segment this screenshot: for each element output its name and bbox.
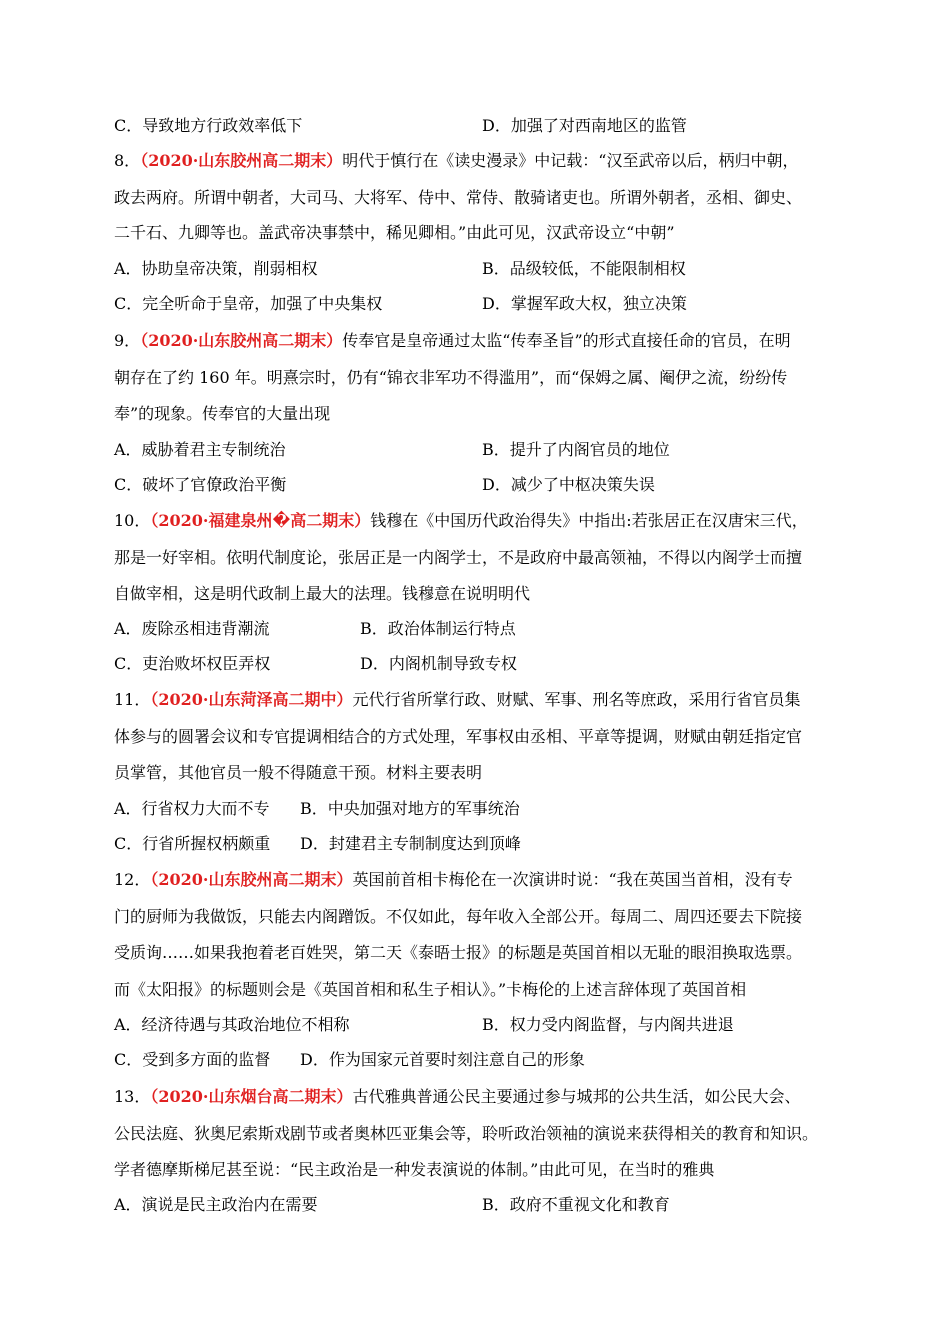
q8-option-a: A．协助皇帝决策，削弱相权 xyxy=(114,259,318,278)
q11-text-line1: 元代行省所掌行政、财赋、军事、刑名等庶政，采用行省官员集 xyxy=(352,690,801,709)
q12-option-a: A．经济待遇与其政治地位不相称 xyxy=(114,1015,350,1034)
q11-stem-line1 xyxy=(114,690,801,710)
q10-option-b: B．政治体制运行特点 xyxy=(360,619,516,638)
q10-option-c: C．吏治败坏权臣弄权 xyxy=(114,654,271,673)
q12-source: （2020·山东胶州高二期末） xyxy=(150,870,353,889)
q13-stem-line3: 学者德摩斯梯尼甚至说：“民主政治是一种发表演说的体制。”由此可见，在当时的雅典 xyxy=(114,1160,715,1179)
q10-stem-line1 xyxy=(114,511,808,531)
q9-option-d: D．减少了中枢决策失误 xyxy=(482,475,655,494)
q7-option-c: C．导致地方行政效率低下 xyxy=(114,116,303,135)
q11-stem-line2: 体参与的圆署会议和专官提调相结合的方式处理，军事权由丞相、平章等提调，财赋由朝廷指定官 xyxy=(114,727,803,746)
q9-number: 9． xyxy=(114,331,141,350)
q10-option-d: D．内阁机制导致专权 xyxy=(360,654,517,673)
q11-option-c: C．行省所握权柄颇重 xyxy=(114,834,271,853)
q9-source: （2020·山东胶州高二期末） xyxy=(140,331,343,350)
q12-stem-line3: 受质询……如果我抱着老百姓哭，第二天《泰晤士报》的标题是英国首相以无耻的眼泪换取选票。 xyxy=(114,943,803,962)
q10-stem-line2: 那是一好宰相。依明代制度论，张居正是一内阁学士，不是政府中最高领袖，不得以内阁学士而擅 xyxy=(114,548,803,567)
q12-stem-line2: 门的厨师为我做饭，只能去内阁蹭饭。不仅如此，每年收入全部公开。每周二、周四还要去下院接 xyxy=(114,907,803,926)
q8-option-b: B．品级较低，不能限制相权 xyxy=(482,259,686,278)
q13-source: （2020·山东烟台高二期末） xyxy=(150,1087,353,1106)
q12-option-d: D．作为国家元首要时刻注意自己的形象 xyxy=(300,1050,585,1069)
q11-source: （2020·山东菏泽高二期中） xyxy=(150,690,353,709)
q9-stem-line2: 朝存在了约 160 年。明熹宗时，仍有“锦衣非军功不得滥用”，而“保姆之属、阉伊之流，纷纷传 xyxy=(114,368,788,387)
q13-text-line1: 古代雅典普通公民主要通过参与城邦的公共生活，如公民大会、 xyxy=(352,1087,801,1106)
q12-option-b: B．权力受内阁监督，与内阁共进退 xyxy=(482,1015,734,1034)
q11-option-a: A．行省权力大而不专 xyxy=(114,799,270,818)
q9-stem-line1 xyxy=(114,331,791,351)
q12-number: 12． xyxy=(114,870,151,889)
q8-stem-line2: 政去两府。所谓中朝者，大司马、大将军、侍中、常侍、散骑诸吏也。所谓外朝者，丞相、御史、 xyxy=(114,188,803,207)
q13-stem-line2: 公民法庭、狄奥尼索斯戏剧节或者奥林匹亚集会等，聆听政治领袖的演说来获得相关的教育和知识。 xyxy=(114,1124,819,1143)
q13-option-b: B．政府不重视文化和教育 xyxy=(482,1195,670,1214)
q9-option-a: A．威胁着君主专制统治 xyxy=(114,440,286,459)
q12-stem-line1 xyxy=(114,870,793,890)
q8-option-d: D．掌握军政大权，独立决策 xyxy=(482,294,687,313)
q9-option-c: C．破坏了官僚政治平衡 xyxy=(114,475,287,494)
q10-number: 10． xyxy=(114,511,151,530)
q8-text-line1: 明代于慎行在《读史漫录》中记载：“汉至武帝以后，柄归中朝， xyxy=(342,151,799,170)
q10-text-line1: 钱穆在《中国历代政治得失》中指出:若张居正在汉唐宋三代， xyxy=(370,511,808,530)
q9-option-b: B．提升了内阁官员的地位 xyxy=(482,440,670,459)
q10-stem-line3: 自做宰相，这是明代政制上最大的法理。钱穆意在说明明代 xyxy=(114,584,531,603)
q11-stem-line3: 员掌管，其他官员一般不得随意干预。材料主要表明 xyxy=(114,763,483,782)
q8-number: 8． xyxy=(114,151,141,170)
q11-number: 11． xyxy=(114,690,151,709)
q13-stem-line1 xyxy=(114,1087,801,1107)
q13-option-a: A．演说是民主政治内在需要 xyxy=(114,1195,318,1214)
q8-option-c: C．完全听命于皇帝，加强了中央集权 xyxy=(114,294,383,313)
q13-number: 13． xyxy=(114,1087,151,1106)
q8-source: （2020·山东胶州高二期末） xyxy=(140,151,343,170)
q11-option-d: D．封建君主专制制度达到顶峰 xyxy=(300,834,521,853)
q9-stem-line3: 奉”的现象。传奉官的大量出现 xyxy=(114,404,331,423)
q10-source: （2020·福建泉州�高二期末） xyxy=(150,511,371,530)
q11-option-b: B．中央加强对地方的军事统治 xyxy=(300,799,520,818)
q8-stem-line1 xyxy=(114,151,798,171)
q10-option-a: A．废除丞相违背潮流 xyxy=(114,619,270,638)
q8-stem-line3: 二千石、九卿等也。盖武帝决事禁中，稀见卿相。”由此可见，汉武帝设立“中朝” xyxy=(114,223,675,242)
q12-stem-line4: 而《太阳报》的标题则会是《英国首相和私生子相认》。”卡梅伦的上述言辞体现了英国首相 xyxy=(114,980,747,999)
q9-text-line1: 传奉官是皇帝通过太监“传奉圣旨”的形式直接任命的官员，在明 xyxy=(342,331,791,350)
q7-option-d: D．加强了对西南地区的监管 xyxy=(482,116,687,135)
q12-option-c: C．受到多方面的监督 xyxy=(114,1050,271,1069)
q12-text-line1: 英国前首相卡梅伦在一次演讲时说：“我在英国当首相，没有专 xyxy=(352,870,793,889)
